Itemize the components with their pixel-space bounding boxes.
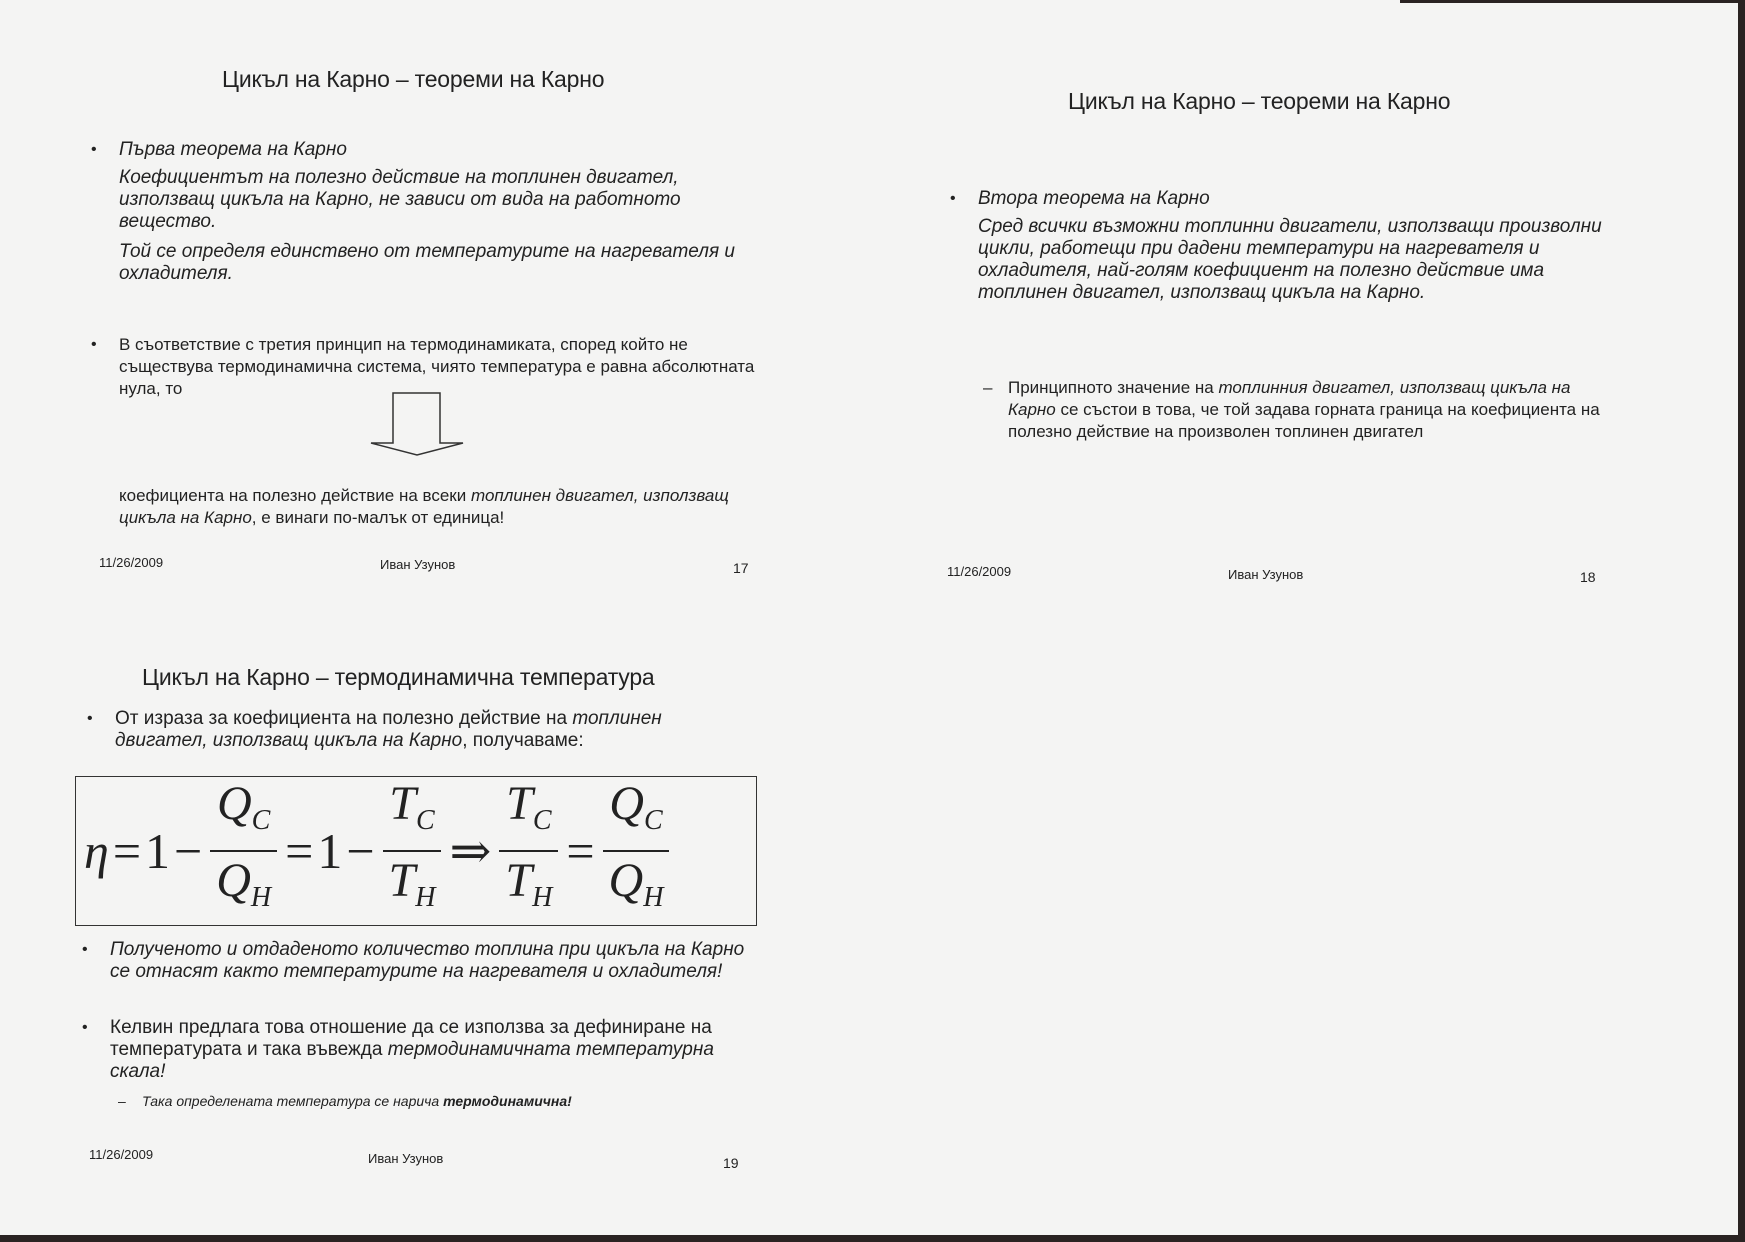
slide-title: Цикъл на Карно – термодинамична температура (142, 664, 655, 690)
sub-bullet-thermodynamic: – Така определената температура се нарича термодинамична! (118, 1093, 572, 1109)
footer-author: Иван Узунов (1228, 567, 1304, 582)
dash-icon: – (118, 1093, 126, 1109)
theorem-text: Сред всички възможни топлинни двигатели, използващи произволни цикли, работещи при дадени температури на нагревателя и охладителя, най-голям коефициент на полезно действие има топлинен двигател, използващ цикъла на Карно. (978, 216, 1602, 303)
footer-date: 11/26/2009 (99, 555, 164, 570)
bullet-icon: • (82, 941, 88, 958)
bullet-icon: • (87, 710, 93, 727)
bullet-icon: • (950, 190, 956, 207)
footer-author: Иван Узунов (380, 557, 456, 572)
theorem-text: Коефициентът на полезно действие на топлинен двигател, използващ цикъла на Карно, не зависи от вида на работното вещество. (119, 167, 681, 232)
bullet-icon: • (91, 336, 97, 353)
bullet-kelvin: • Келвин предлага това отношение да се използва за дефиниране на температурата и така въвежда термодинамичната температурна скала! (82, 1017, 714, 1082)
footer-page: 19 (723, 1155, 739, 1171)
fraction-qc-qh: $\frac{Q_C}{Q_H}$ (210, 775, 277, 927)
bullet-formula-intro: • От израза за коефициента на полезно действие на топлинен двигател, използващ цикъла на Карно, получаваме: (87, 708, 662, 751)
fraction-tc-th: $\frac{T_C}{T_H}$ (383, 775, 442, 927)
footer-author: Иван Узунов (368, 1151, 444, 1166)
sub-bullet-significance: – Принципното значение на топлинния двигател, използващ цикъла на Карно се състои в това, че той задава горната граница на коефициента на полезно действие на произволен топлинен двигател (983, 378, 1600, 441)
bullet-icon: • (91, 141, 97, 158)
footer-page: 17 (733, 560, 749, 576)
fraction-qc-qh-2: $\frac{Q_C}{Q_H}$ (603, 775, 670, 927)
bullet-second-theorem (950, 188, 1606, 304)
bullet-heat-ratio: • Полученото и отдаденото количество топлина при цикъла на Карно се отнасят както температурите на нагревателя и охладителя! (82, 939, 745, 982)
implies-icon: ⇒ (449, 823, 492, 879)
fraction-tc-th-2: $\frac{T_C}{T_H}$ (499, 775, 558, 927)
theorem-heading: Първа теорема на Карно (119, 139, 347, 160)
dash-icon: – (983, 378, 993, 397)
slide-title: Цикъл на Карно – теореми на Карно (1068, 88, 1451, 114)
theorem-heading: Втора теорема на Карно (978, 188, 1210, 209)
footer-date: 11/26/2009 (947, 564, 1012, 579)
slide-title: Цикъл на Карно – теореми на Карно (222, 66, 605, 92)
bullet-icon: • (82, 1019, 88, 1036)
eta-symbol: η (84, 823, 109, 879)
carnot-efficiency-formula: η = 1 − $\frac{Q_C}{Q_H}$ = 1 − $\frac{T_C}{T_H}$ ⇒ $\frac{T_C}{T_H}$ = $\frac{Q_C}{Q_H}$ (75, 776, 757, 926)
conclusion-text: коефициента на полезно действие на всеки топлинен двигател, използващ цикъла на Карно, е винаги по-малък от единица! (119, 486, 729, 527)
theorem-text-2: Той се определя единствено от температурите на нагревателя и охладителя. (119, 241, 735, 284)
slide-19 (0, 0, 870, 1242)
footer-page: 18 (1580, 569, 1596, 585)
footer-date: 11/26/2009 (89, 1147, 154, 1162)
bullet-text: В съответствие с третия принцип на термодинамиката, според който не съществува термодинамична система, чиято температура е равна абсолютната нула, то (119, 335, 755, 398)
